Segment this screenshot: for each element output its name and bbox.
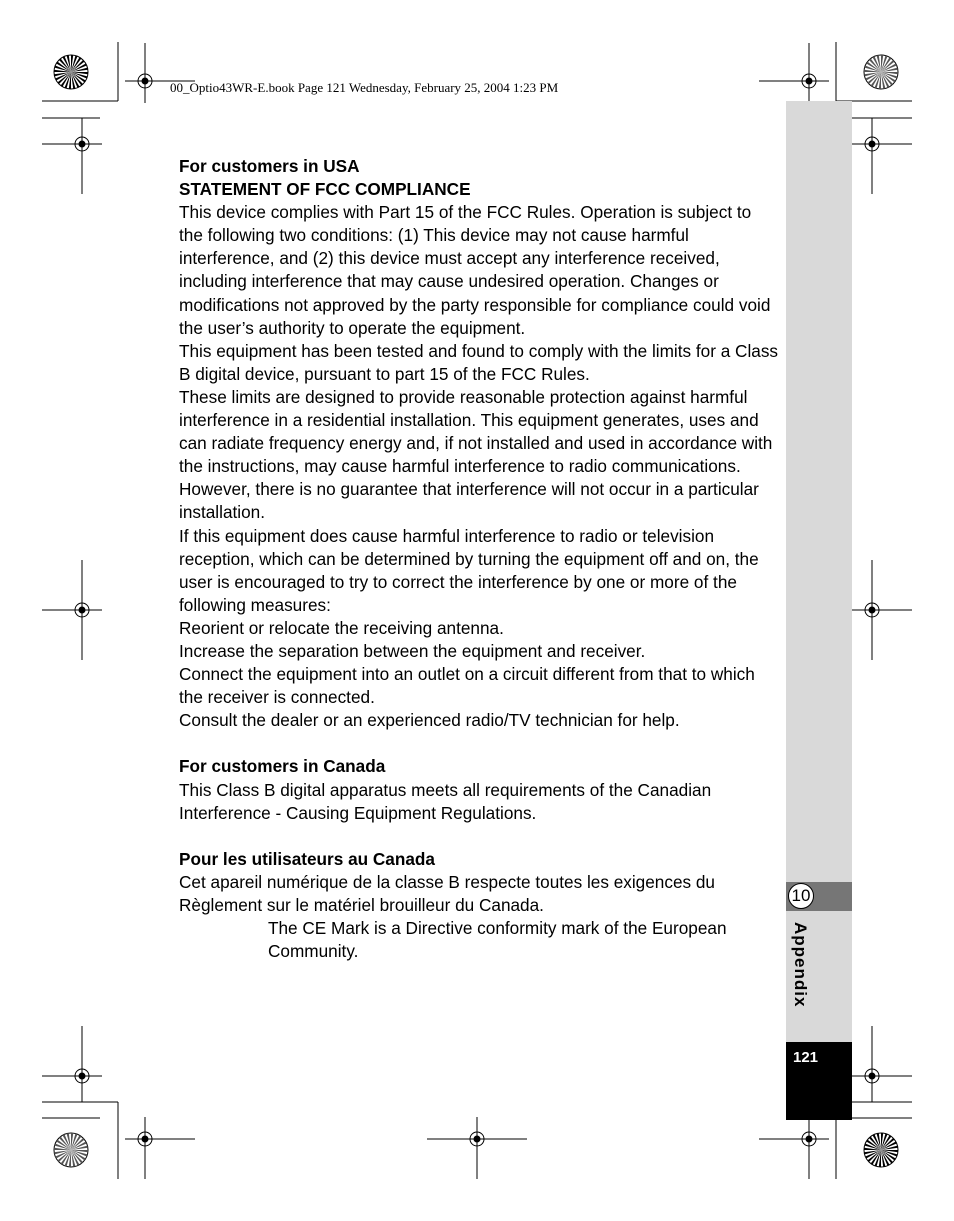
ce-mark-text: The CE Mark is a Directive conformity mark of the European Community. — [268, 918, 727, 962]
crosshair-mark — [125, 43, 195, 103]
crosshair-mark — [42, 560, 102, 660]
starburst-mark — [54, 1133, 88, 1167]
starburst-mark — [864, 1133, 898, 1167]
crosshair-mark — [852, 1026, 912, 1102]
crosshair-mark — [42, 1026, 102, 1102]
crosshair-mark — [125, 1117, 195, 1179]
page-content — [179, 155, 779, 963]
usa-heading: For customers in USA — [179, 156, 360, 176]
chapter-label: Appendix — [791, 922, 810, 1008]
crosshair-mark — [42, 118, 102, 194]
crosshair-mark — [427, 1117, 527, 1179]
fcc-measure: Connect the equipment into an outlet on a circuit different from that to which the receiver is connected. — [179, 664, 755, 708]
canada-heading: For customers in Canada — [179, 756, 386, 777]
crosshair-mark — [759, 43, 829, 103]
fcc-paragraph: This device complies with Part 15 of the FCC Rules. Operation is subject to the following two conditions: (1) This device may not cause harmful interference, and (2) this device must accept any interference received, including interference that may cause undesired operation. Changes or modifications not approved by the party responsible for compliance could void the user’s authority to operate the equipment. — [179, 202, 771, 338]
fcc-paragraph: This equipment has been tested and found to comply with the limits for a Class B digital device, pursuant to part 15 of the FCC Rules. — [179, 340, 779, 384]
fcc-measure: Reorient or relocate the receiving antenna. — [179, 617, 504, 638]
starburst-mark — [54, 55, 88, 89]
fcc-paragraph: These limits are designed to provide reasonable protection against harmful interference in a residential installation. This equipment generates, uses and can radiate frequency energy and, if not installed and used in accordance with the instructions, may cause harmful interference to radio communications. However, there is no guarantee that interference will not occur in a particular installation. — [179, 386, 773, 523]
crosshair-mark — [852, 118, 912, 194]
canada-fr-heading: Pour les utilisateurs au Canada — [179, 848, 435, 869]
print-header: 00_Optio43WR-E.book Page 121 Wednesday, February 25, 2004 1:23 PM — [170, 80, 559, 95]
crosshair-mark — [759, 1117, 829, 1179]
canada-fr-text: Cet apareil numérique de la classe B respecte toutes les exigences du Règlement sur le matériel brouilleur du Canada. — [179, 871, 715, 915]
chapter-number: 10 — [788, 883, 814, 909]
crosshair-mark — [852, 560, 912, 660]
starburst-mark — [864, 55, 898, 89]
fcc-measure: Consult the dealer or an experienced radio/TV technician for help. — [179, 710, 680, 731]
page-number: 121 — [793, 1049, 819, 1066]
fcc-statement-heading: STATEMENT OF FCC COMPLIANCE — [179, 179, 471, 200]
canada-text: This Class B digital apparatus meets all requirements of the Canadian Interference - Causing Equipment Regulations. — [179, 779, 712, 823]
fcc-measure: Increase the separation between the equipment and receiver. — [179, 640, 646, 661]
fcc-paragraph: If this equipment does cause harmful interference to radio or television reception, which can be determined by turning the equipment off and on, the user is encouraged to try to correct the interference by one or more of the following measures: — [179, 525, 759, 615]
